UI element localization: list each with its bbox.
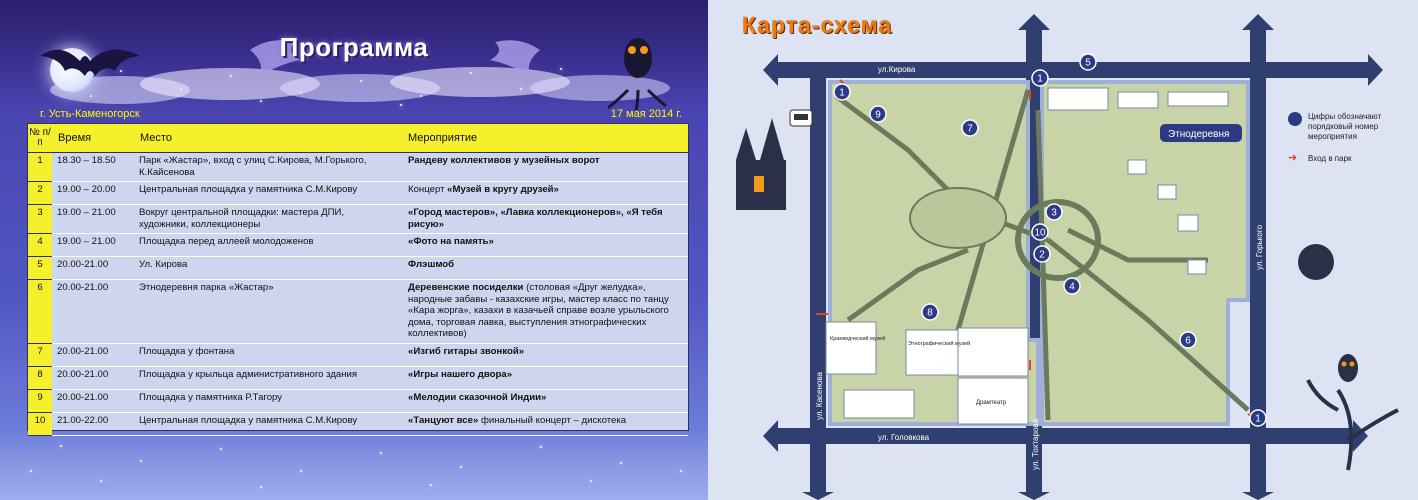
event-marker-label: 6 bbox=[1185, 335, 1191, 347]
event-title: «Музей в кругу друзей» bbox=[447, 184, 559, 195]
event-title: «Фото на память» bbox=[408, 236, 494, 247]
moon-silhouette-icon bbox=[1298, 244, 1334, 280]
legend-entrance bbox=[1288, 154, 1398, 164]
program-table bbox=[27, 123, 689, 431]
row-place: Центральная площадка у памятника С.М.Кирову bbox=[134, 182, 394, 205]
row-place: Площадка перед аллеей молодоженов bbox=[134, 234, 394, 257]
col-place-header: Место bbox=[134, 124, 394, 153]
event-marker-label: 2 bbox=[1039, 249, 1045, 261]
street-golovkova bbox=[778, 428, 1353, 444]
label-gorkogo: ул. Горького bbox=[1255, 224, 1264, 270]
street-kirova bbox=[778, 62, 1368, 78]
program-panel bbox=[0, 0, 708, 500]
col-num-header: № п/п bbox=[28, 124, 52, 153]
row-number: 9 bbox=[28, 389, 52, 412]
event-marker bbox=[1032, 224, 1048, 240]
row-time: 18.30 – 18.50 bbox=[52, 153, 134, 182]
event-marker bbox=[1034, 246, 1050, 262]
legend-entrance-text: Вход в парк bbox=[1308, 154, 1352, 163]
label-dramteatr: Драмтеатр bbox=[976, 400, 1007, 406]
event-marker-label: 3 bbox=[1051, 207, 1057, 219]
event-marker-label: 1 bbox=[1255, 413, 1261, 425]
row-place: Центральная площадка у памятника С.М.Кирову bbox=[134, 412, 394, 435]
row-number: 7 bbox=[28, 343, 52, 366]
event-title: Флэшмоб bbox=[408, 259, 455, 270]
event-marker bbox=[1180, 332, 1196, 348]
park-map bbox=[708, 0, 1418, 500]
map-panel bbox=[708, 0, 1418, 500]
row-event bbox=[394, 182, 688, 205]
table-row bbox=[28, 153, 688, 182]
castle-icon bbox=[736, 118, 786, 210]
event-marker-label: 10 bbox=[1034, 227, 1046, 239]
row-event bbox=[394, 257, 688, 280]
label-ethno-museum: Этнографический музей bbox=[908, 341, 971, 347]
owl-right-icon bbox=[1338, 354, 1358, 382]
row-event bbox=[394, 153, 688, 182]
event-marker bbox=[1046, 204, 1062, 220]
event-marker-label: 8 bbox=[927, 307, 933, 319]
event-marker bbox=[834, 84, 850, 100]
row-number: 10 bbox=[28, 412, 52, 435]
table-row bbox=[28, 343, 688, 366]
entrance-arrow-icon: ➜ bbox=[1288, 152, 1298, 164]
event-marker-label: 5 bbox=[1085, 57, 1091, 69]
label-kirova: ул.Кирова bbox=[878, 65, 916, 74]
table-row bbox=[28, 234, 688, 257]
event-marker bbox=[1064, 278, 1080, 294]
event-title: «Мелодии сказочной Индии» bbox=[408, 391, 547, 403]
row-place: Парк «Жастар», вход с улиц С.Кирова, М.Горького, К.Кайсенова bbox=[134, 153, 394, 182]
row-time: 20.00-21.00 bbox=[52, 343, 134, 366]
table-row bbox=[28, 182, 688, 205]
label-kraeved: Краеведческий музей bbox=[830, 336, 886, 342]
city-label: г. Усть-Каменогорск bbox=[40, 108, 140, 120]
event-title: Рандеву коллективов у музейных ворот bbox=[408, 155, 600, 166]
row-time: 19.00 – 20.00 bbox=[52, 182, 134, 205]
row-place: Ул. Кирова bbox=[134, 257, 394, 280]
event-marker bbox=[922, 304, 938, 320]
row-place: Площадка у фонтана bbox=[134, 343, 394, 366]
event-details: (столовая «Друг желудка», народные забавы - казахские игры, мастер класс по танцу «Кара жорга», казахи в казачьей справе возле урыльского дома, торговая лавка, выступления этнографических коллективов) bbox=[408, 282, 669, 339]
row-time: 20.00-21.00 bbox=[52, 389, 134, 412]
col-time-header: Время bbox=[52, 124, 134, 153]
row-time: 21.00-22.00 bbox=[52, 412, 134, 435]
row-event bbox=[394, 205, 688, 234]
date-label: 17 мая 2014 г. bbox=[610, 108, 682, 120]
round-glade bbox=[910, 188, 1006, 248]
table-header-row bbox=[28, 124, 688, 153]
legend-numbers-text: Цифры обозначают порядковый номер мероприятия bbox=[1308, 112, 1382, 141]
row-time: 20.00-21.00 bbox=[52, 257, 134, 280]
program-title: Программа bbox=[279, 32, 429, 62]
event-marker bbox=[1250, 410, 1266, 426]
event-marker-label: 4 bbox=[1069, 281, 1075, 293]
event-title: «Танцуют все» bbox=[408, 414, 479, 426]
row-number: 2 bbox=[28, 182, 52, 205]
etnoderevnya-label: Этнодеревня bbox=[1168, 129, 1230, 140]
map-title: Карта-схема bbox=[742, 12, 893, 38]
bottom-glow-decoration bbox=[0, 430, 708, 500]
row-event bbox=[394, 389, 688, 412]
row-place: Площадка у памятника Р.Тагору bbox=[134, 389, 394, 412]
row-event bbox=[394, 366, 688, 389]
table-row bbox=[28, 366, 688, 389]
table-row bbox=[28, 280, 688, 344]
row-number: 8 bbox=[28, 366, 52, 389]
event-marker bbox=[1032, 70, 1048, 86]
street-kasenova bbox=[810, 62, 826, 492]
legend-number-dot-icon bbox=[1288, 112, 1302, 126]
row-event bbox=[394, 280, 688, 344]
row-place: Вокруг центральной площадки: мастера ДПИ, художники, коллекционеры bbox=[134, 205, 394, 234]
label-tokhtarova: ул. Тохтарова bbox=[1031, 419, 1040, 470]
row-event bbox=[394, 343, 688, 366]
event-details: финальный концерт – дискотека bbox=[478, 414, 627, 426]
event-marker bbox=[870, 106, 886, 122]
row-time: 19.00 – 21.00 bbox=[52, 234, 134, 257]
row-number: 3 bbox=[28, 205, 52, 234]
owl-icon bbox=[608, 30, 668, 110]
row-number: 5 bbox=[28, 257, 52, 280]
event-marker-label: 9 bbox=[875, 109, 881, 121]
ethno-museum bbox=[906, 330, 961, 375]
row-time: 19.00 – 21.00 bbox=[52, 205, 134, 234]
table-row bbox=[28, 205, 688, 234]
row-event bbox=[394, 234, 688, 257]
row-time: 20.00-21.00 bbox=[52, 366, 134, 389]
event-title: «Изгиб гитары звонкой» bbox=[408, 345, 525, 357]
label-golovkova: ул. Головкова bbox=[878, 433, 930, 442]
row-number: 1 bbox=[28, 153, 52, 182]
event-title: «Игры нашего двора» bbox=[408, 368, 513, 380]
col-event-header: Мероприятие bbox=[394, 124, 688, 153]
event-marker-label: 1 bbox=[1037, 73, 1043, 85]
event-marker-label: 7 bbox=[967, 123, 973, 135]
row-place: Площадка у крыльца административного здания bbox=[134, 366, 394, 389]
table-row bbox=[28, 389, 688, 412]
event-marker bbox=[1080, 54, 1096, 70]
row-time: 20.00-21.00 bbox=[52, 280, 134, 344]
event-title: Деревенские посиделки bbox=[408, 282, 524, 293]
kraeved-museum bbox=[826, 322, 876, 374]
table-row bbox=[28, 257, 688, 280]
row-number: 4 bbox=[28, 234, 52, 257]
event-title: «Город мастеров», «Лавка коллекционеров», «Я тебя рисую» bbox=[408, 207, 663, 230]
legend-numbers bbox=[1288, 112, 1398, 142]
row-number: 6 bbox=[28, 280, 52, 344]
map-legend bbox=[1288, 112, 1398, 176]
event-marker-label: 1 bbox=[839, 87, 845, 99]
label-kasenova: ул. Касенова bbox=[815, 372, 824, 420]
event-marker bbox=[962, 120, 978, 136]
event-prefix: Концерт bbox=[408, 184, 448, 195]
row-place: Этнодеревня парка «Жастар» bbox=[134, 280, 394, 344]
